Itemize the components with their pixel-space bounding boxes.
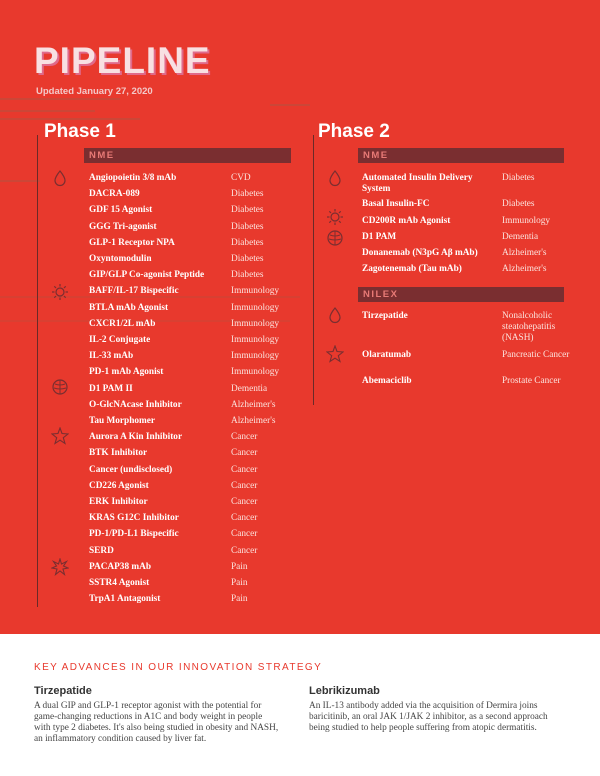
list-item-indication: Alzheimer's [231, 400, 276, 410]
list-item-indication: Pancreatic Cancer [502, 350, 570, 360]
list-item-indication: Alzheimer's [502, 264, 547, 274]
phase1-title: Phase 1 [44, 121, 116, 142]
list-item-drug: TrpA1 Antagonist [89, 594, 161, 604]
list-item-indication: Cancer [231, 465, 258, 475]
list-item-indication: Immunology [231, 286, 280, 296]
lightning-burst-icon [51, 558, 69, 576]
list-item-indication: Diabetes [231, 270, 264, 280]
star-burst-icon [326, 345, 344, 363]
list-item-indication: Diabetes [231, 238, 264, 248]
list-item-drug: PACAP38 mAb [89, 562, 152, 572]
list-item-indication: Cancer [231, 513, 258, 523]
list-item-drug: ERK Inhibitor [89, 497, 148, 507]
list-item-indication: Immunology [231, 303, 280, 313]
list-item-indication: Cancer [231, 546, 258, 556]
list-item-indication: Nonalcoholic steatohepatitis (NASH) [502, 311, 556, 343]
list-item-drug: GIP/GLP Co-agonist Peptide [89, 270, 205, 280]
list-item-indication: Pain [231, 578, 248, 588]
advance-title-lebrikizumab: Lebrikizumab [309, 685, 380, 697]
glitch-line [0, 118, 140, 120]
list-item-indication: Cancer [231, 432, 258, 442]
list-item-drug: GLP-1 Receptor NPA [89, 238, 175, 248]
list-item-drug: GGG Tri-agonist [89, 222, 157, 232]
list-item-drug: SERD [89, 546, 114, 556]
list-item-indication: Immunology [231, 319, 280, 329]
list-item-drug: DACRA-089 [89, 189, 140, 199]
drop-icon [326, 169, 344, 187]
list-item-drug: Aurora A Kin Inhibitor [89, 432, 183, 442]
brain-icon [326, 229, 344, 247]
list-item-indication: Cancer [231, 529, 258, 539]
list-item-indication: Immunology [502, 216, 551, 226]
list-item-indication: Diabetes [231, 254, 264, 264]
list-item-drug: KRAS G12C Inhibitor [89, 513, 179, 523]
list-item-drug: SSTR4 Agonist [89, 578, 150, 588]
list-item-indication: Immunology [231, 351, 280, 361]
phase2-nilex-category-bar: NILEX [358, 287, 564, 302]
advance-text-tirzepatide: A dual GIP and GLP-1 receptor agonist with the potential for game-changing reductions in A1C and body weight in people with type 2 diabetes. It's also being studied in obesity and NASH, an inflammatory condition caused by liver fat. [34, 701, 279, 744]
list-item-drug: BAFF/IL-17 Bispecific [89, 286, 179, 296]
list-item-drug: Basal Insulin-FC [362, 199, 430, 209]
list-item-indication: Cancer [231, 448, 258, 458]
list-item-drug: Tau Morphomer [89, 416, 156, 426]
list-item-drug: Abemaciclib [362, 376, 412, 386]
list-item-drug: PD-1/PD-L1 Bispecific [89, 529, 179, 539]
phase2-title: Phase 2 [318, 121, 390, 142]
glitch-line [270, 104, 310, 106]
phase2-divider [313, 135, 314, 405]
list-item-indication: Cancer [231, 497, 258, 507]
list-item-indication: Immunology [231, 367, 280, 377]
list-item-drug: GDF 15 Agonist [89, 205, 153, 215]
list-item-drug: IL-33 mAb [89, 351, 134, 361]
phase1-category-bar: NME [84, 148, 291, 163]
list-item-drug: BTLA mAb Agonist [89, 303, 169, 313]
sun-icon [51, 283, 69, 301]
list-item-indication: Diabetes [231, 189, 264, 199]
list-item-drug: CD226 Agonist [89, 481, 149, 491]
updated-date: Updated January 27, 2020 [36, 86, 153, 97]
list-item-drug: O-GlcNAcase Inhibitor [89, 400, 182, 410]
brain-icon [51, 378, 69, 396]
list-item-drug: PD-1 mAb Agonist [89, 367, 164, 377]
sun-icon [326, 208, 344, 226]
list-item-drug: CD200R mAb Agonist [362, 216, 451, 226]
key-advances-heading: KEY ADVANCES IN OUR INNOVATION STRATEGY [34, 662, 323, 673]
phase2-nme-category-bar: NME [358, 148, 564, 163]
list-item-indication: Diabetes [231, 205, 264, 215]
list-item-indication: Diabetes [502, 199, 535, 209]
glitch-line [0, 98, 120, 100]
drop-icon [326, 306, 344, 324]
list-item-indication: Alzheimer's [502, 248, 547, 258]
list-item-drug: BTK Inhibitor [89, 448, 148, 458]
list-item-indication: Alzheimer's [231, 416, 276, 426]
page-title: PIPELINE [34, 40, 211, 81]
list-item-drug: Angiopoietin 3/8 mAb [89, 173, 177, 183]
list-item-drug: Cancer (undisclosed) [89, 465, 173, 475]
key-advances-section [0, 634, 600, 776]
glitch-line [0, 110, 95, 112]
list-item-drug: D1 PAM [362, 232, 397, 242]
list-item-indication: Cancer [231, 481, 258, 491]
list-item-indication: Pain [231, 562, 248, 572]
star-burst-icon [51, 427, 69, 445]
list-item-indication: CVD [231, 173, 251, 183]
list-item-indication: Diabetes [231, 222, 264, 232]
list-item-drug: Zagotenemab (Tau mAb) [362, 264, 462, 274]
list-item-indication: Diabetes [502, 173, 535, 183]
list-item-drug: Olaratumab [362, 350, 412, 360]
advance-text-lebrikizumab: An IL-13 antibody added via the acquisition of Dermira joins baricitinib, an oral JAK 1/JAK 2 inhibitor, as a second approach being studied to help people suffering from atopic dermatitis. [309, 701, 548, 733]
list-item-drug: D1 PAM II [89, 384, 133, 394]
list-item-drug: Oxyntomodulin [89, 254, 152, 264]
list-item-indication: Immunology [231, 335, 280, 345]
list-item-indication: Prostate Cancer [502, 376, 561, 386]
phase1-divider [37, 135, 38, 607]
list-item-indication: Dementia [502, 232, 539, 242]
list-item-indication: Dementia [231, 384, 268, 394]
glitch-line [0, 180, 40, 182]
drop-icon [51, 169, 69, 187]
list-item-drug: Tirzepatide [362, 311, 408, 321]
list-item-drug: CXCR1/2L mAb [89, 319, 156, 329]
list-item-drug: Automated Insulin Delivery System [362, 173, 473, 194]
list-item-drug: IL-2 Conjugate [89, 335, 151, 345]
list-item-indication: Pain [231, 594, 248, 604]
advance-title-tirzepatide: Tirzepatide [34, 685, 92, 697]
list-item-drug: Donanemab (N3pG Aβ mAb) [362, 248, 478, 258]
